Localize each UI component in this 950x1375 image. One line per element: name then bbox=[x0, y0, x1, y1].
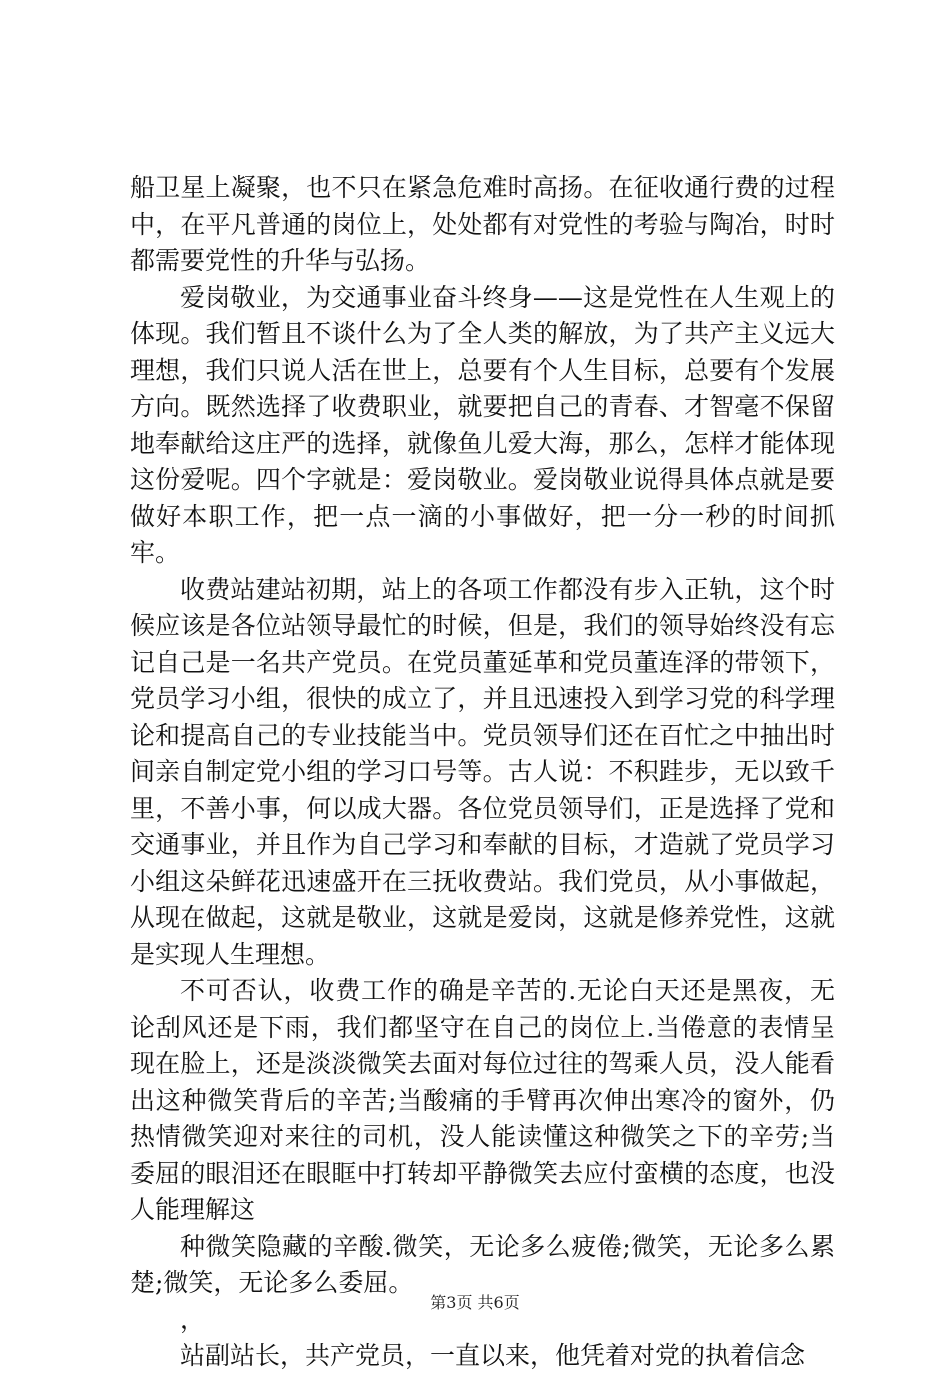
paragraph-4: 不可否认，收费工作的确是辛苦的.无论白天还是黑夜，无论刮风还是下雨，我们都坚守在自己的岗位上.当倦意的表情呈现在脸上，还是淡淡微笑去面对每位过往的驾乘人员，没人能看出这种微笑背后的辛苦;当酸痛的手臂再次伸出寒冷的窗外，仍热情微笑迎对来往的司机，没人能读懂这种微笑之下的辛劳;当委屈的眼泪还在眼眶中打转却平静微笑去应付蛮横的态度，也没人能理解这 bbox=[130, 976, 835, 1224]
paragraph-6: 站副站长，共产党员，一直以来，他凭着对党的执着信念 bbox=[180, 1341, 806, 1370]
body-text bbox=[130, 170, 835, 1375]
paragraph-5: 种微笑隐藏的辛酸.微笑，无论多么疲倦;微笑，无论多么累楚;微笑，无论多么委屈。 bbox=[130, 1231, 835, 1297]
paragraph-1: 船卫星上凝聚，也不只在紧急危难时高扬。在征收通行费的过程中，在平凡普通的岗位上，处处都有对党性的考验与陶冶，时时都需要党性的升华与弘扬。 bbox=[130, 173, 835, 275]
paragraph-3: 收费站建站初期，站上的各项工作都没有步入正轨，这个时候应该是各位站领导最忙的时候，但是，我们的领导始终没有忘记自己是一名共产党员。在党员董延革和党员董连泽的带领下，党员学习小组，很快的成立了，并且迅速投入到学习党的科学理论和提高自己的专业技能当中。党员领导们还在百忙之中抽出时间亲自制定党小组的学习口号等。古人说：不积跬步，无以致千里，不善小事，何以成大器。各位党员领导们，正是选择了党和交通事业，并且作为自己学习和奉献的目标，才造就了党员学习小组这朵鲜花迅速盛开在三抚收费站。我们党员，从小事做起，从现在做起，这就是敬业，这就是爱岗，这就是修养党性，这就是实现人生理想。 bbox=[130, 574, 835, 969]
stray-comma: ， bbox=[180, 1304, 206, 1334]
page-footer: 第3页 共6页 bbox=[430, 1293, 520, 1312]
paragraph-2: 爱岗敬业，为交通事业奋斗终身——这是党性在人生观上的体现。我们暂且不谈什么为了全人类的解放，为了共产主义远大理想，我们只说人活在世上，总要有个人生目标，总要有个发展方向。既然选择了收费职业，就要把自己的青春、才智毫不保留地奉献给这庄严的选择，就像鱼儿爱大海，那么，怎样才能体现这份爱呢。四个字就是：爱岗敬业。爱岗敬业说得具体点就是要做好本职工作，把一点一滴的小事做好，把一分一秒的时间抓牢。 bbox=[130, 282, 835, 567]
